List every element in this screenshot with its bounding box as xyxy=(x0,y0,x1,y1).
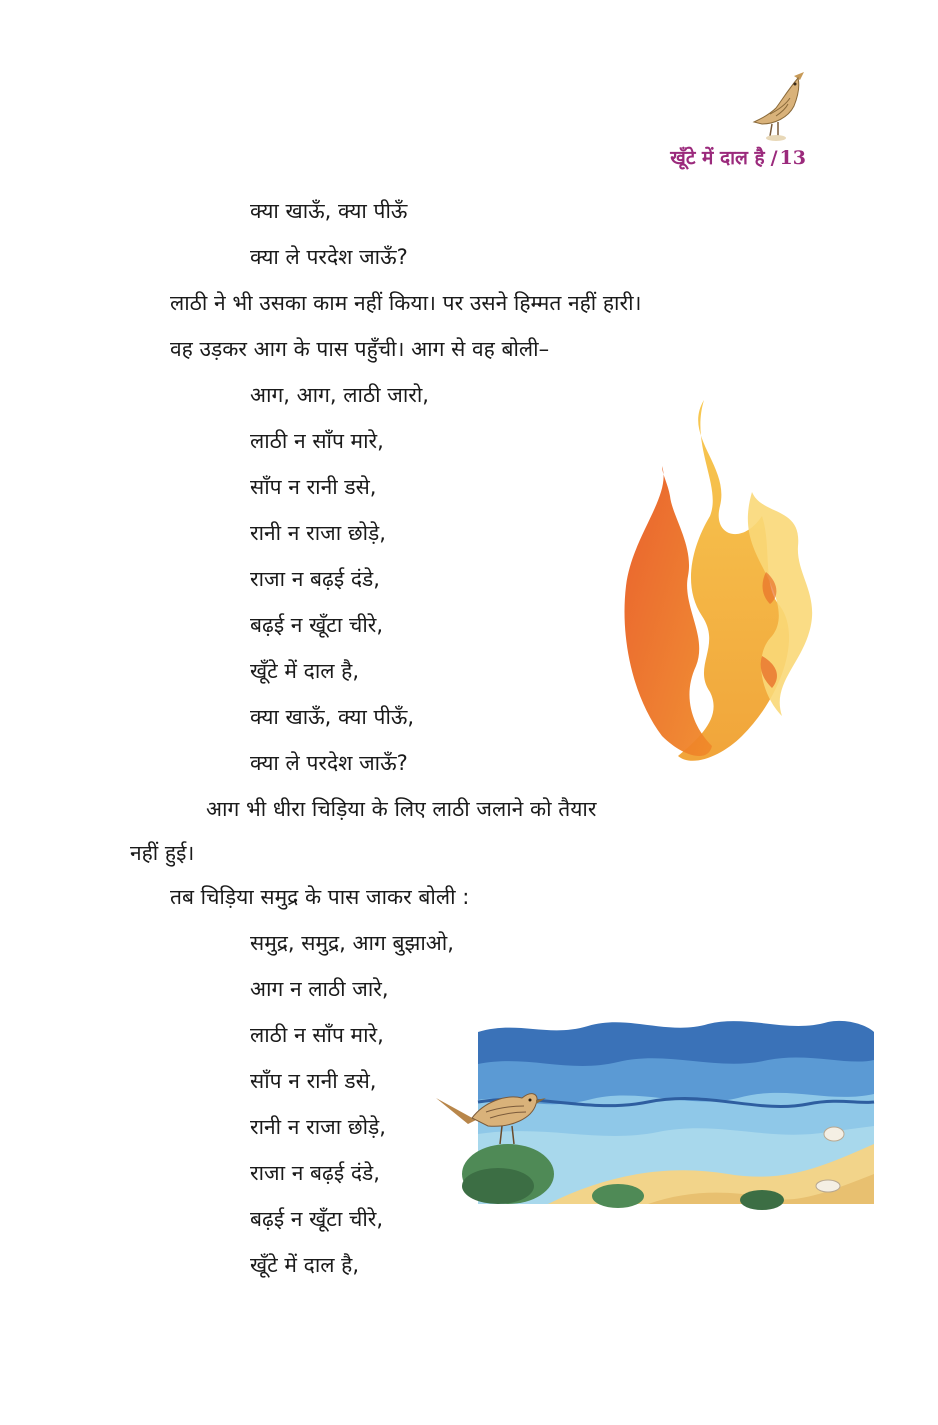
verse-line: क्या खाऊँ, क्या पीऊँ, xyxy=(250,705,415,729)
verse-line: राजा न बढ़ई दंडे, xyxy=(250,567,380,591)
verse-line: राजा न बढ़ई दंडे, xyxy=(250,1161,380,1185)
verse-line: लाठी न साँप मारे, xyxy=(250,429,384,453)
paragraph-line: वह उड़कर आग के पास पहुँची। आग से वह बोली– xyxy=(170,337,550,361)
verse-line: रानी न राजा छोड़े, xyxy=(250,521,386,545)
verse-line: आग, आग, लाठी जारो, xyxy=(250,383,429,407)
verse-line: क्या ले परदेश जाऊँ? xyxy=(250,245,408,269)
verse-line: क्या ले परदेश जाऊँ? xyxy=(250,751,408,775)
verse-line: खूँटे में दाल है, xyxy=(250,1253,359,1277)
verse-line: समुद्र, समुद्र, आग बुझाओ, xyxy=(250,931,454,955)
verse-line: साँप न रानी डसे, xyxy=(250,475,377,499)
verse-line: क्या खाऊँ, क्या पीऊँ xyxy=(250,199,408,223)
verse-line: आग न लाठी जारे, xyxy=(250,977,389,1001)
verse-line: लाठी न साँप मारे, xyxy=(250,1023,384,1047)
paragraph-line: तब चिड़िया समुद्र के पास जाकर बोली : xyxy=(170,885,470,909)
paragraph-line: आग भी धीरा चिड़िया के लिए लाठी जलाने को तैयार xyxy=(206,797,597,821)
sea-illustration xyxy=(428,1014,882,1218)
paragraph-line: नहीं हुई। xyxy=(130,841,195,865)
verse-line: रानी न राजा छोड़े, xyxy=(250,1115,386,1139)
fire-illustration xyxy=(612,396,852,768)
page-number: 13 xyxy=(779,147,806,169)
verse-line: साँप न रानी डसे, xyxy=(250,1069,377,1093)
verse-line: बढ़ई न खूँटा चीरे, xyxy=(250,1207,384,1231)
header-separator: / xyxy=(770,147,778,169)
bird-illustration xyxy=(748,70,814,144)
verse-line: बढ़ई न खूँटा चीरे, xyxy=(250,613,384,637)
page-header xyxy=(670,144,806,170)
verse-line: खूँटे में दाल है, xyxy=(250,659,359,683)
chapter-title: खूँटे में दाल है xyxy=(670,147,765,169)
paragraph-line: लाठी ने भी उसका काम नहीं किया। पर उसने हिम्मत नहीं हारी। xyxy=(170,291,642,315)
